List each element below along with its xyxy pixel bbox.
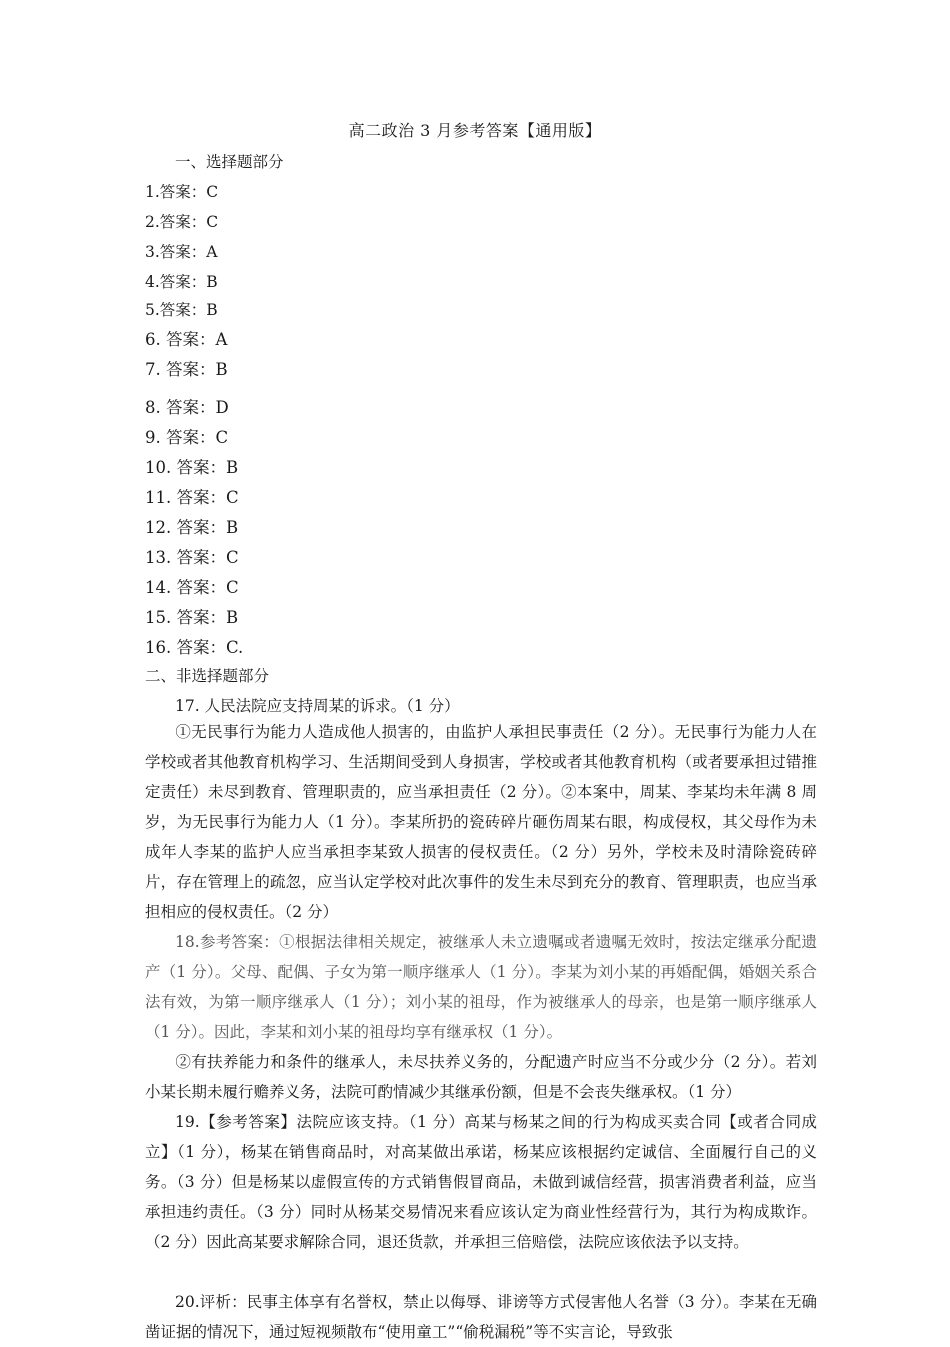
q18-answer-part2: [145, 1047, 817, 1107]
section-heading-choice: 一、选择题部分: [175, 153, 284, 171]
answer-7: 7. 答案：B: [145, 360, 228, 379]
document-title: 高二政治 3 月参考答案【通用版】: [348, 121, 602, 140]
q18-answer-text2: ②有扶养能力和条件的继承人，未尽扶养义务的，分配遗产时应当不分或少分（2 分）。若刘小某长期未履行赡养义务，法院可酌情减少其继承份额，但是不会丧失继承权。（1 分）: [145, 1053, 817, 1101]
q19-answer-text: 19.【参考答案】法院应该支持。（1 分）高某与杨某之间的行为构成买卖合同【或者合同成立】（1 分），杨某在销售商品时，对高某做出承诺，杨某应该根据约定诚信、全面履行自己的义务。（3 分）但是杨某以虚假宣传的方式销售假冒商品，未做到诚信经营，损害消费者利益，应当承担违约责任。（3 分）同时从杨某交易情况来看应该认定为商业性经营行为，其行为构成欺诈。（2 分）因此高某要求解除合同，退还货款，并承担三倍赔偿，法院应该依法予以支持。: [145, 1113, 817, 1251]
answer-13: 13. 答案：C: [145, 548, 239, 567]
answer-12: 12. 答案：B: [145, 518, 239, 537]
q20-answer-text: 20.评析：民事主体享有名誉权，禁止以侮辱、诽谤等方式侵害他人名誉（3 分）。李某在无确凿证据的情况下，通过短视频散布“使用童工”“偷税漏税”等不实言论，导致张: [145, 1293, 817, 1341]
answer-1: 1.答案：C: [145, 183, 219, 201]
answer-4: 4.答案：B: [145, 273, 218, 291]
q20-answer: [145, 1287, 817, 1347]
answer-14: 14. 答案：C: [145, 578, 239, 597]
answer-6: 6. 答案：A: [145, 330, 228, 349]
q17-answer: [145, 717, 817, 927]
answer-9: 9. 答案：C: [145, 428, 229, 447]
answer-5: 5.答案：B: [145, 301, 218, 319]
answer-2: 2.答案：C: [145, 213, 219, 231]
answer-8: 8. 答案：D: [145, 398, 229, 417]
q18-answer-part1: [145, 927, 817, 1047]
q17-heading: 17. 人民法院应支持周某的诉求。（1 分）: [175, 697, 460, 715]
answer-15: 15. 答案：B: [145, 608, 239, 627]
q17-answer-text: ①无民事行为能力人造成他人损害的，由监护人承担民事责任（2 分）。无民事行为能力人在学校或者其他教育机构学习、生活期间受到人身损害，学校或者其他教育机构（或者要承担过错推定责任）未尽到教育、管理职责的，应当承担责任（2 分）。②本案中，周某、李某均未年满 8 周岁，为无民事行为能力人（1 分）。李某所扔的瓷砖碎片砸伤周某右眼，构成侵权，其父母作为未成年人李某的监护人应当承担李某致人损害的侵权责任。（2 分）另外，学校未及时清除瓷砖碎片，存在管理上的疏忽，应当认定学校对此次事件的发生未尽到充分的教育、管理职责，也应当承担相应的侵权责任。（2 分）: [145, 723, 817, 921]
q19-answer: [145, 1107, 817, 1257]
answer-3: 3.答案：A: [145, 243, 218, 261]
answer-11: 11. 答案：C: [145, 488, 239, 507]
section-heading-nonchoice: 二、非选择题部分: [145, 667, 270, 685]
q18-answer-text1: 18.参考答案：①根据法律相关规定，被继承人未立遗嘱或者遗嘱无效时，按法定继承分配遗产（1 分）。父母、配偶、子女为第一顺序继承人（1 分）。李某为刘小某的再婚配偶，婚姻关系合法有效，为第一顺序继承人（1 分）；刘小某的祖母，作为被继承人的母亲，也是第一顺序继承人（1 分）。因此，李某和刘小某的祖母均享有继承权（1 分）。: [145, 933, 817, 1041]
answer-10: 10. 答案：B: [145, 458, 239, 477]
answer-16: 16. 答案：C.: [145, 638, 244, 657]
